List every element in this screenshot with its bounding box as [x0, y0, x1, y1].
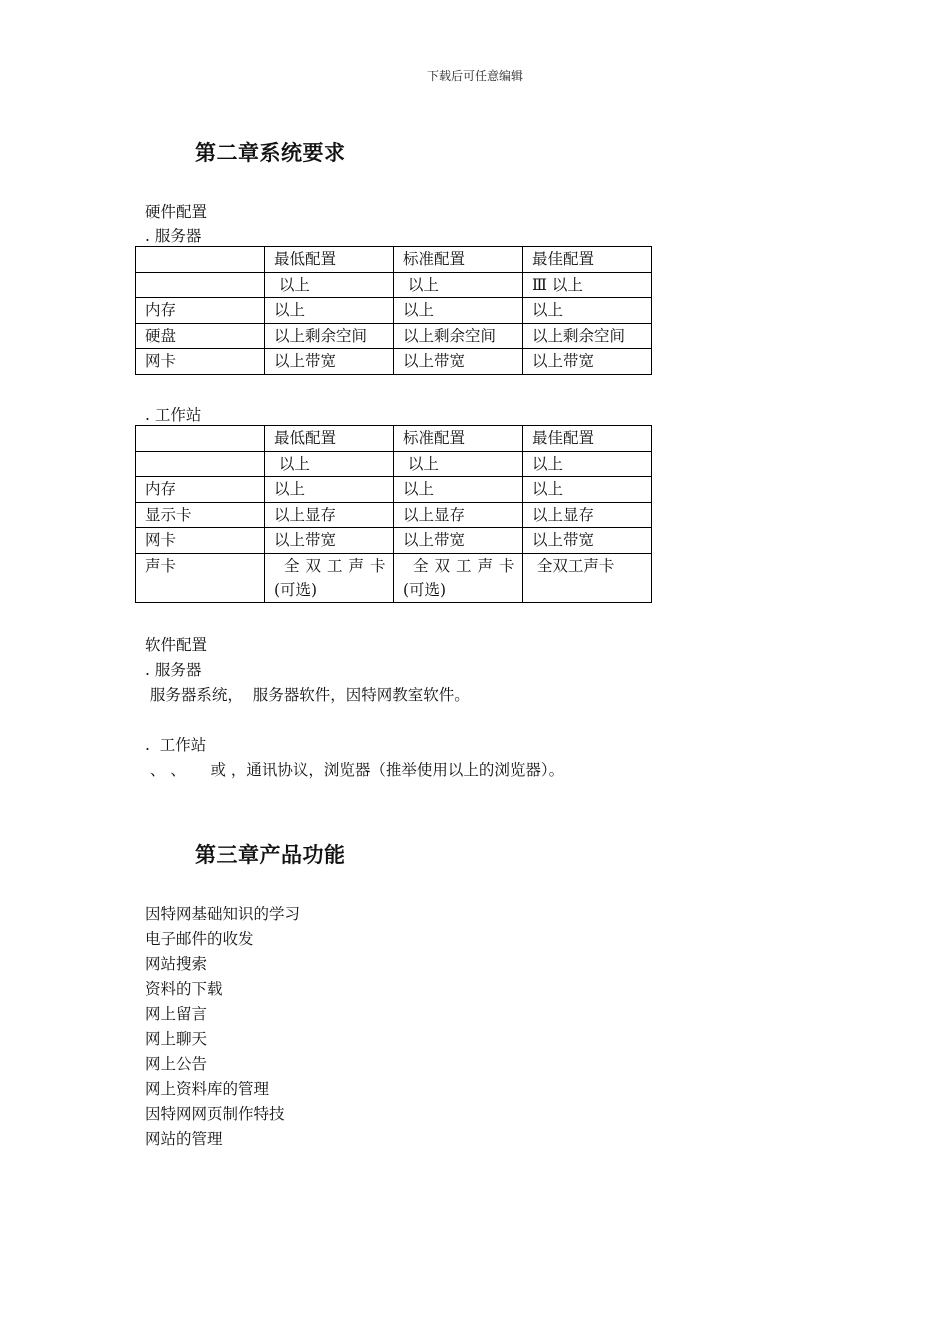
- table-row: [136, 502, 652, 528]
- table-cell: [394, 553, 523, 602]
- cell-line: 全双工声卡: [284, 556, 392, 575]
- table-cell: 以上显存: [394, 502, 523, 528]
- header-cell: [136, 247, 265, 273]
- table-cell: 以上带宽: [265, 349, 394, 375]
- table-cell: 显示卡: [136, 502, 265, 528]
- table-cell: 以上带宽: [523, 528, 652, 554]
- table-row: [136, 451, 652, 477]
- server-spec-table: [135, 246, 652, 375]
- table-cell: 以上带宽: [394, 528, 523, 554]
- header-note: 下载后可任意编辑: [426, 69, 523, 83]
- feature-item: 因特网网页制作特技: [145, 1105, 285, 1123]
- workstation-heading: . 工作站: [145, 406, 202, 424]
- feature-item: 网上公告: [145, 1055, 208, 1073]
- cell-line: (可选): [274, 580, 318, 599]
- header-cell: 最佳配置: [523, 247, 652, 273]
- workstation-spec-table: [135, 425, 652, 603]
- table-cell: 以上: [523, 451, 652, 477]
- table-cell: 以上: [265, 477, 394, 503]
- cell-line: (可选): [403, 580, 447, 599]
- table-cell: 以上显存: [265, 502, 394, 528]
- table-cell: 以上带宽: [523, 349, 652, 375]
- hardware-heading: 硬件配置: [145, 203, 208, 221]
- table-cell: 全双工声卡: [523, 553, 652, 602]
- table-cell: 以上带宽: [265, 528, 394, 554]
- software-workstation-heading: . 工作站: [145, 736, 207, 754]
- table-cell: 以上剩余空间: [394, 323, 523, 349]
- feature-item: 资料的下载: [145, 980, 223, 998]
- table-cell: 以上: [265, 272, 394, 298]
- server-heading: . 服务器: [145, 227, 202, 245]
- table-cell: 以上: [394, 298, 523, 324]
- feature-item: 网上聊天: [145, 1030, 208, 1048]
- table-cell: [265, 553, 394, 602]
- chapter-2-title: 第二章系统要求: [195, 141, 346, 165]
- chapter-3-title: 第三章产品功能: [195, 843, 346, 867]
- feature-item: 网上留言: [145, 1005, 208, 1023]
- table-cell: [136, 272, 265, 298]
- table-cell: 以上: [523, 298, 652, 324]
- table-cell: 以上: [394, 451, 523, 477]
- table-header-row: [136, 426, 652, 452]
- header-cell: 标准配置: [394, 426, 523, 452]
- table-cell: 网卡: [136, 528, 265, 554]
- table-row: [136, 272, 652, 298]
- header-cell: 最低配置: [265, 426, 394, 452]
- table-cell: 声卡: [136, 553, 265, 602]
- table-row: [136, 553, 652, 602]
- header-cell: [136, 426, 265, 452]
- table-cell: 以上: [523, 477, 652, 503]
- header-cell: 最低配置: [265, 247, 394, 273]
- software-heading: 软件配置: [145, 636, 208, 654]
- table-cell: 内存: [136, 298, 265, 324]
- table-row: [136, 349, 652, 375]
- software-workstation-text: 、 、 或 ，通讯协议，浏览器（推举使用以上的浏览器）。: [145, 761, 565, 779]
- table-row: [136, 323, 652, 349]
- feature-item: 因特网基础知识的学习: [145, 905, 301, 923]
- table-cell: 以上剩余空间: [265, 323, 394, 349]
- table-cell: Ⅲ 以上: [523, 272, 652, 298]
- table-cell: 以上: [394, 477, 523, 503]
- table-cell: 以上剩余空间: [523, 323, 652, 349]
- table-cell: 内存: [136, 477, 265, 503]
- software-server-text: 服务器系统， 服务器软件，因特网教室软件。: [145, 686, 470, 704]
- feature-item: 电子邮件的收发: [145, 930, 254, 948]
- table-cell: 以上: [394, 272, 523, 298]
- cell-line: 全双工声卡: [413, 556, 521, 575]
- table-cell: 以上: [265, 298, 394, 324]
- table-row: [136, 477, 652, 503]
- table-header-row: [136, 247, 652, 273]
- table-cell: 网卡: [136, 349, 265, 375]
- feature-item: 网上资料库的管理: [145, 1080, 270, 1098]
- header-cell: 标准配置: [394, 247, 523, 273]
- header-cell: 最佳配置: [523, 426, 652, 452]
- feature-item: 网站的管理: [145, 1130, 223, 1148]
- table-row: [136, 528, 652, 554]
- feature-item: 网站搜索: [145, 955, 208, 973]
- table-cell: 以上显存: [523, 502, 652, 528]
- table-cell: 以上: [265, 451, 394, 477]
- software-server-heading: . 服务器: [145, 661, 202, 679]
- table-cell: [136, 451, 265, 477]
- table-cell: 硬盘: [136, 323, 265, 349]
- table-row: [136, 298, 652, 324]
- table-cell: 以上带宽: [394, 349, 523, 375]
